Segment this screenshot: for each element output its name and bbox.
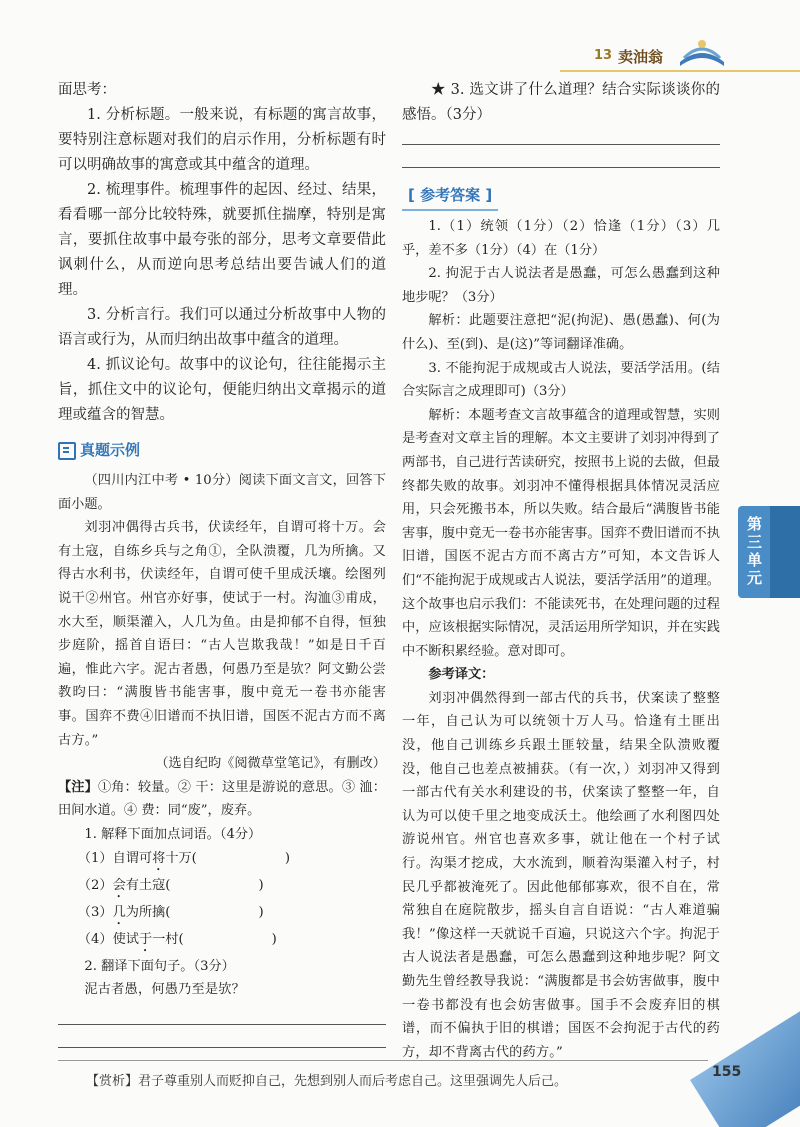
- exam-intro: （四川内江中考 • 10分）阅读下面文言文，回答下面小题。: [58, 473, 386, 512]
- notes: [58, 776, 386, 823]
- tip-4: 4. 抓议论句。故事中的议论句，往往能揭示主旨，抓住文中的议论句，便能归纳出文章揭示的道理或蕴含的智慧。: [58, 357, 386, 423]
- q1-item: （4）使试于一村( ): [77, 931, 277, 947]
- footer-note: 【赏析】君子尊重别人而贬抑自己，先想到别人而后考虑自己。这里强调先人后己。: [86, 1074, 568, 1089]
- section-title: 真题示例: [80, 441, 141, 459]
- answer-3-analysis: 解析：本题考查文言故事蕴含的道理或智慧，实则是考查对文章主旨的理解。本文主要讲了刘羽冲得到了两部书，自己进行苦读研究，按照书上说的去做，但最终都失败的故事。刘羽冲不懂得根据具体情况灵活应用，只会死搬书本，所以失败。结合最后“满腹皆书能害事，腹中竟无一卷书亦能害事。国弈不费旧谱而不执旧谱，国医不泥古方而不离古方”可知，本文告诉人们“不能拘泥于成规或古人说法，要活学活用”的道理。这个故事也启示我们：不能读死书，在处理问题的过程中，应该根据实际情况，灵活运用所学知识，并在实践中不断积累经验。意对即可。: [402, 407, 720, 659]
- chapter-number: 13: [594, 48, 613, 63]
- header-rule: [560, 70, 800, 72]
- chapter-title: 卖油翁: [618, 48, 664, 66]
- tip-2: 2. 梳理事件。梳理事件的起因、经过、结果，看看哪一部分比较特殊，就要抓住揣摩，特别是寓言，要抓住故事中最夸张的部分，思考文章要借此讽刺什么，从而逆向思考总结出要告诫人们的道理。: [58, 182, 386, 298]
- question-2: 2. 翻译下面句子。（3分）: [84, 958, 235, 974]
- q1-item: （2）会有土寇( ): [77, 877, 264, 893]
- answer-line[interactable]: [58, 1024, 386, 1025]
- question-2-sentence: 泥古者愚，何愚乃至是欤？: [84, 982, 246, 998]
- passage-source: （选自纪昀《阅微草堂笔记》，有删改）: [155, 756, 386, 772]
- footer-rule: [58, 1060, 708, 1061]
- answer-1: 1.（1）统领（1分）（2）恰逢（1分）（3）几乎，差不多（1分）（4）在（1分）: [402, 219, 720, 258]
- document-icon: [58, 442, 76, 460]
- page-header: [560, 40, 800, 76]
- notes-text: ①角：较量。② 干：这里是游说的意思。③ 洫：田间水道。④ 费：同“废”，废弃。: [58, 779, 386, 819]
- tip-3: 3. 分析言行。我们可以通过分析故事中人物的语言或行为，从而归纳出故事中蕴含的道理。: [58, 307, 386, 348]
- section-heading: [58, 438, 140, 463]
- answer-title: 参考答案: [420, 186, 481, 204]
- answer-heading: [ 参考答案 ]: [402, 182, 498, 211]
- answer-2: 2. 拘泥于古人说法者是愚蠢，可怎么愚蠢到这种地步呢？（3分）: [402, 266, 720, 305]
- left-column: [58, 78, 386, 1048]
- tip-1: 1. 分析标题。一般来说，有标题的寓言故事，要特别注意标题对我们的启示作用，分析标题有时可以明确故事的寓意或其中蕴含的道理。: [58, 107, 386, 173]
- answer-3: 3. 不能拘泥于成规或古人说法，要活学活用。(结合实际言之成理即可)（3分）: [402, 360, 720, 400]
- page-number: 155: [712, 1064, 742, 1080]
- answer-2-analysis: 解析：此题要注意把“泥(拘泥)、愚(愚蠢)、何(为什么)、至(到)、是(这)”等词翻译准确。: [402, 313, 720, 352]
- intro-text: 面思考：: [58, 82, 116, 98]
- answer-line[interactable]: [402, 144, 720, 145]
- answer-line[interactable]: [402, 167, 720, 168]
- question-1: 1. 解释下面加点词语。（4分）: [84, 826, 262, 842]
- right-column: [402, 78, 720, 1064]
- book-icon: [672, 34, 732, 70]
- unit-tab[interactable]: 第三单元: [738, 506, 770, 598]
- classical-passage: 刘羽冲偶得古兵书，伏读经年，自谓可将十万。会有土寇，自练乡兵与之角①，全队溃覆，几为所擒。又得古水利书，伏读经年，自谓可使千里成沃壤。绘图列说干②州官。州官亦好事，使试于一村。沟洫③甫成，水大至，顺渠灌入，人几为鱼。由是抑郁不自得，恒独步庭阶，摇首自语曰：“古人岂欺我哉！”如是日千百遍，惟此六字。泥古者愚，何愚乃至是欤？阿文勤公尝教昀曰：“满腹皆书能害事，腹中竟无一卷书亦能害事。国弈不费④旧谱而不执旧谱，国医不泥古方而不离古方。”: [58, 520, 386, 748]
- translation-title: 参考译文：: [428, 667, 495, 683]
- translation-text: 刘羽冲偶然得到一部古代的兵书，伏案读了整整一年，自己认为可以统领十万人马。恰逢有土匪出没，他自己训练乡兵跟土匪较量，结果全队溃败覆没，他自己也差点被捕获。（有一次，）刘羽冲又得到一部古代有关水利建设的书，伏案读了整整一年，自认为可以使千里之地变成沃土。他绘画了水利图四处游说州官。州官也喜欢多事，就让他在一个村子试行。沟渠才挖成，大水流到，顺着沟渠灌入村子，村民几乎都被淹死了。因此他郁郁寡欢，很不自在，常常独自在庭院散步，摇头自言自语说：“古人难道骗我！”像这样一天就说千百遍，只说这六个字。拘泥于古人说法者是愚蠢，可怎么愚蠢到这种地步呢？阿文勤先生曾经教导我说：“满腹都是书会妨害做事，腹中一卷书都没有也会妨害做事。国手不会废弃旧的棋谱，而不偏执于旧的棋谱；国医不会拘泥于古代的药方，却不背离古代的药方。”: [402, 690, 720, 1060]
- notes-label: 【注】: [58, 779, 98, 795]
- answer-line[interactable]: [58, 1047, 386, 1048]
- question-3: ★ 3. 选文讲了什么道理？结合实际谈谈你的感悟。（3分）: [402, 82, 720, 123]
- q1-item: （3）几为所擒( ): [77, 904, 264, 920]
- q1-item: （1）自谓可将十万( ): [77, 850, 290, 866]
